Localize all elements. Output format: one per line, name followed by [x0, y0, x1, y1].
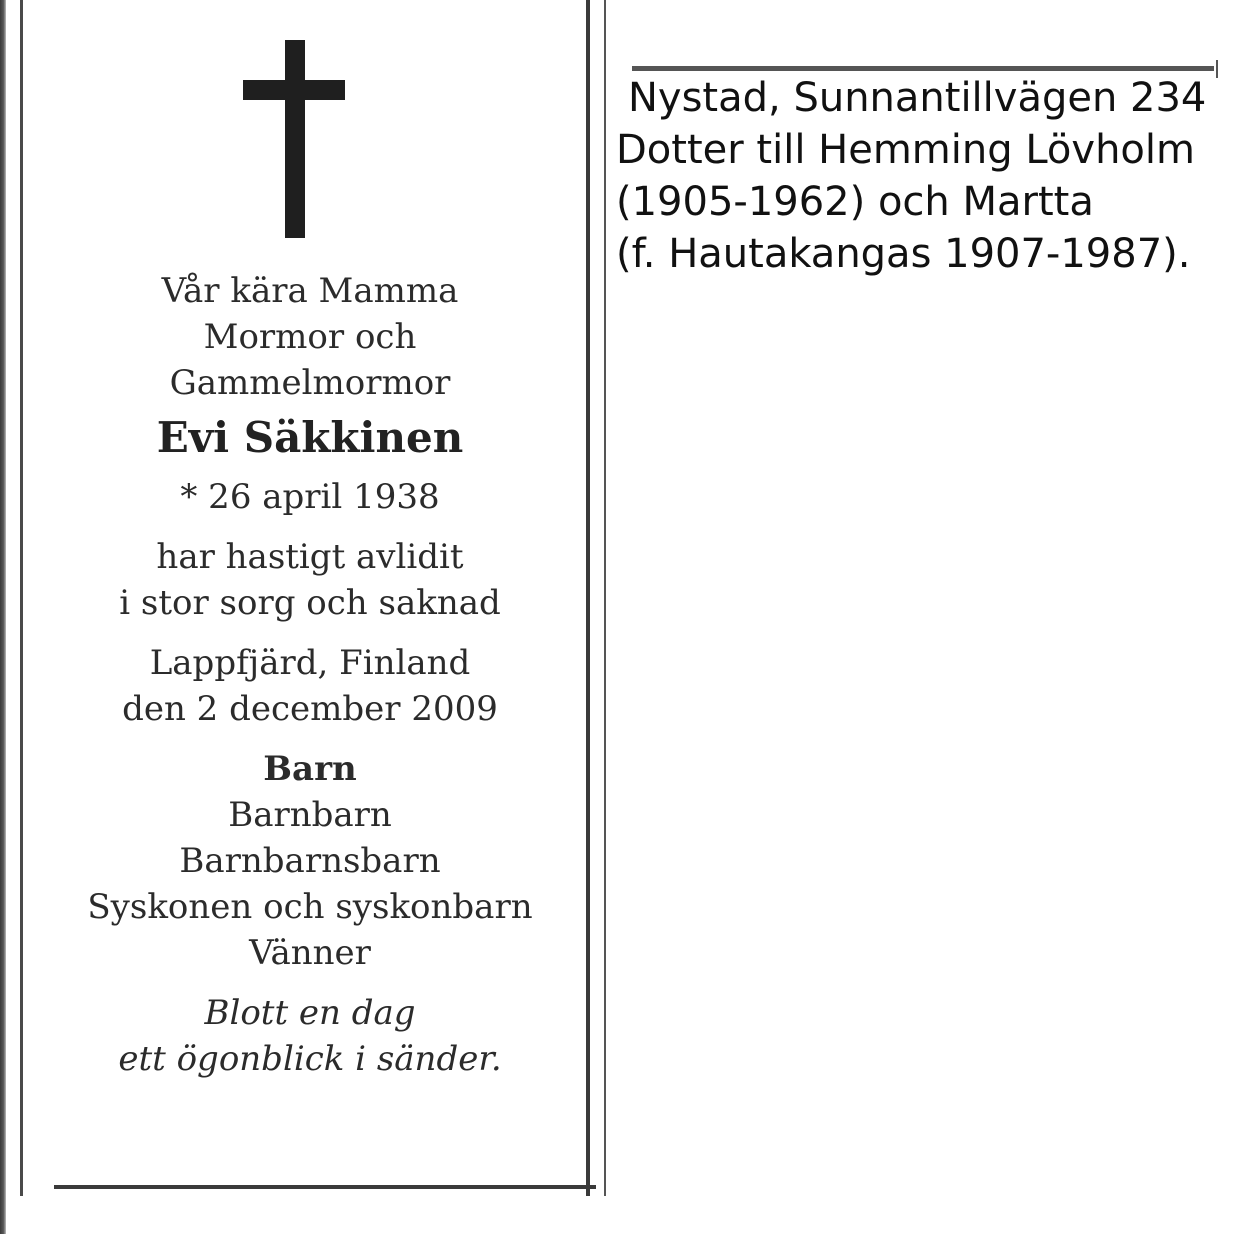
verse-line: ett ögonblick i sänder.: [118, 1039, 502, 1079]
annotation-line: (1905-1962) och Martta: [616, 179, 1094, 225]
mourner-line: Barnbarnsbarn: [179, 841, 441, 881]
annotation-text: [616, 72, 1206, 280]
clipping-bottom-border: [54, 1185, 596, 1189]
clipping-right-border: [586, 0, 590, 1196]
verse-line: Blott en dag: [204, 993, 416, 1033]
cross-icon-bar: [243, 80, 345, 100]
mourner-line: Vänner: [249, 933, 371, 973]
death-notice: [40, 268, 580, 1082]
annotation-top-rule: [632, 66, 1214, 71]
clipping-left-edge: [0, 0, 6, 1234]
annotation-line: Dotter till Hemming Lövholm: [616, 127, 1195, 173]
deceased-name: Evi Säkkinen: [156, 413, 464, 462]
clipping-left-border: [20, 0, 23, 1196]
intro-line: Vår kära Mamma: [161, 271, 459, 311]
clipping-right-border-outer: [604, 0, 606, 1196]
intro-line: Gammelmormor: [169, 363, 451, 403]
death-line: i stor sorg och saknad: [119, 583, 501, 623]
mourner-line: Syskonen och syskonbarn: [87, 887, 533, 927]
mourner-line: Barnbarn: [228, 795, 392, 835]
annotation-line: Nystad, Sunnantillvägen 234: [628, 75, 1207, 121]
place-line: Lappfjärd, Finland: [149, 643, 471, 683]
annotation-top-tick: [1216, 60, 1218, 78]
annotation-line: (f. Hautakangas 1907-1987).: [616, 231, 1191, 277]
place-line: den 2 december 2009: [122, 689, 498, 729]
death-line: har hastigt avlidit: [156, 537, 464, 577]
cross-icon: [285, 40, 305, 238]
birth-date: * 26 april 1938: [180, 477, 440, 517]
intro-line: Mormor och: [203, 317, 417, 357]
mourner-line: Barn: [263, 749, 357, 789]
